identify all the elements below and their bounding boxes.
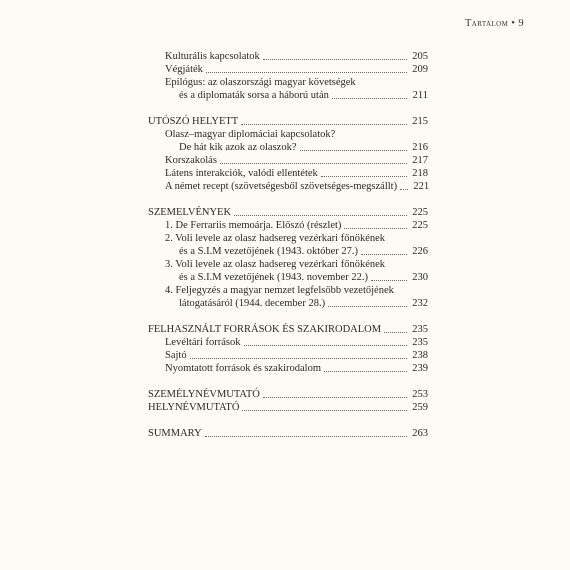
toc-entry-title: Levéltári források (165, 337, 241, 348)
toc-entry-page: 217 (412, 155, 428, 166)
toc-entry-title-line1: 2. Voli levele az olasz hadsereg vezérkari főnökének (165, 233, 386, 244)
dot-leader (190, 358, 407, 359)
header-title: Tartalom (464, 18, 509, 29)
toc-entry-page: 239 (412, 363, 428, 374)
toc-section-heading (148, 115, 428, 128)
dot-leader (384, 332, 407, 333)
dot-leader (241, 124, 407, 125)
dot-leader (332, 98, 407, 99)
toc-entry-page: 226 (412, 246, 428, 257)
toc-entry-page: 230 (412, 272, 428, 283)
dot-leader (206, 72, 407, 73)
toc-entry-title: Végjáték (165, 64, 203, 75)
dot-leader (324, 371, 407, 372)
toc-entry-title: és a diplomaták sorsa a háború után (179, 90, 329, 101)
toc-entry-page: 209 (412, 64, 428, 75)
toc-entry-page: 225 (412, 220, 428, 231)
toc-entry-title: Nyomtatott források és szakirodalom (165, 363, 322, 374)
toc-entry (148, 154, 428, 167)
dot-leader (361, 254, 407, 255)
header-separator: • (511, 18, 516, 29)
dot-leader (321, 176, 407, 177)
dot-leader (263, 59, 407, 60)
dot-leader (328, 306, 407, 307)
dot-leader (220, 163, 407, 164)
toc-entry-title-line1: 3. Voli levele az olasz hadsereg vezérkari főnökének (165, 259, 386, 270)
toc-entry-page: 225 (412, 207, 428, 218)
toc-entry-page: 216 (412, 142, 428, 153)
toc-section-heading (148, 388, 428, 401)
toc-section-heading (148, 206, 428, 219)
toc-entry (148, 245, 428, 258)
toc-entry-page: 211 (412, 90, 428, 101)
toc-entry-title: Látens interakciók, valódi ellentétek (165, 168, 318, 179)
toc-entry (148, 336, 428, 349)
toc-entry-page: 205 (412, 51, 428, 62)
toc-section-title: SUMMARY (148, 428, 202, 439)
toc-entry-page: 218 (412, 168, 428, 179)
dot-leader (244, 345, 407, 346)
toc-section-title: FELHASZNÁLT FORRÁSOK ÉS SZAKIRODALOM (148, 324, 382, 335)
toc-entry-title: Korszakolás (165, 155, 217, 166)
toc-entry-title: A német recept (szövetségesből szövetséges-megszállt) (165, 181, 398, 192)
toc-entry-page: 221 (413, 181, 430, 192)
toc-entry (148, 180, 428, 193)
dot-leader (263, 397, 407, 398)
toc-entry (148, 63, 428, 76)
toc-section-heading (148, 427, 428, 440)
toc-entry-title: Sajtó (165, 350, 187, 361)
toc-entry-title: 1. De Ferrariis memoárja. Előszó (részlet) (165, 220, 342, 231)
toc-entry (148, 219, 428, 232)
header-page-number: 9 (518, 18, 524, 29)
toc-entry-page: 232 (412, 298, 428, 309)
toc-entry-page: 235 (412, 337, 428, 348)
toc-entry-title: De hát kik azok az olaszok? (179, 142, 297, 153)
dot-leader (242, 410, 407, 411)
toc-section-heading (148, 323, 428, 336)
dot-leader (234, 215, 407, 216)
dot-leader (205, 436, 407, 437)
toc-entry-title-line1: Epilógus: az olaszországi magyar követségek (165, 77, 356, 88)
table-of-contents (148, 50, 428, 440)
toc-section-title: UTÓSZÓ HELYETT (148, 116, 239, 127)
dot-leader (400, 189, 408, 190)
toc-entry-page: 253 (412, 389, 428, 400)
dot-leader (371, 280, 407, 281)
toc-entry-title-line1: Olasz–magyar diplomáciai kapcsolatok? (165, 129, 336, 140)
toc-section-title: SZEMELVÉNYEK (148, 207, 232, 218)
toc-entry (148, 349, 428, 362)
toc-entry (148, 271, 428, 284)
toc-entry (148, 167, 428, 180)
running-header (465, 18, 524, 29)
dot-leader (300, 150, 408, 151)
toc-entry-page: 215 (412, 116, 428, 127)
toc-entry (148, 362, 428, 375)
toc-entry-title: és a S.I.M vezetőjének (1943. október 27.) (179, 246, 359, 257)
toc-entry (148, 89, 428, 102)
toc-section-title: HELYNÉVMUTATÓ (148, 402, 240, 413)
toc-entry-title: Kulturális kapcsolatok (165, 51, 260, 62)
toc-entry-page: 235 (412, 324, 428, 335)
toc-entry-page: 263 (412, 428, 428, 439)
toc-entry-title: látogatásáról (1944. december 28.) (179, 298, 326, 309)
toc-entry-title: és a S.I.M vezetőjének (1943. november 22.) (179, 272, 368, 283)
toc-section-title: SZEMÉLYNÉVMUTATÓ (148, 389, 260, 400)
dot-leader (344, 228, 407, 229)
toc-section-heading (148, 401, 428, 414)
toc-entry (148, 50, 428, 63)
toc-entry-page: 238 (412, 350, 428, 361)
toc-entry (148, 297, 428, 310)
toc-entry (148, 141, 428, 154)
toc-entry-title-line1: 4. Feljegyzés a magyar nemzet legfelsőbb vezetőjének (165, 285, 394, 296)
toc-entry-page: 259 (412, 402, 428, 413)
